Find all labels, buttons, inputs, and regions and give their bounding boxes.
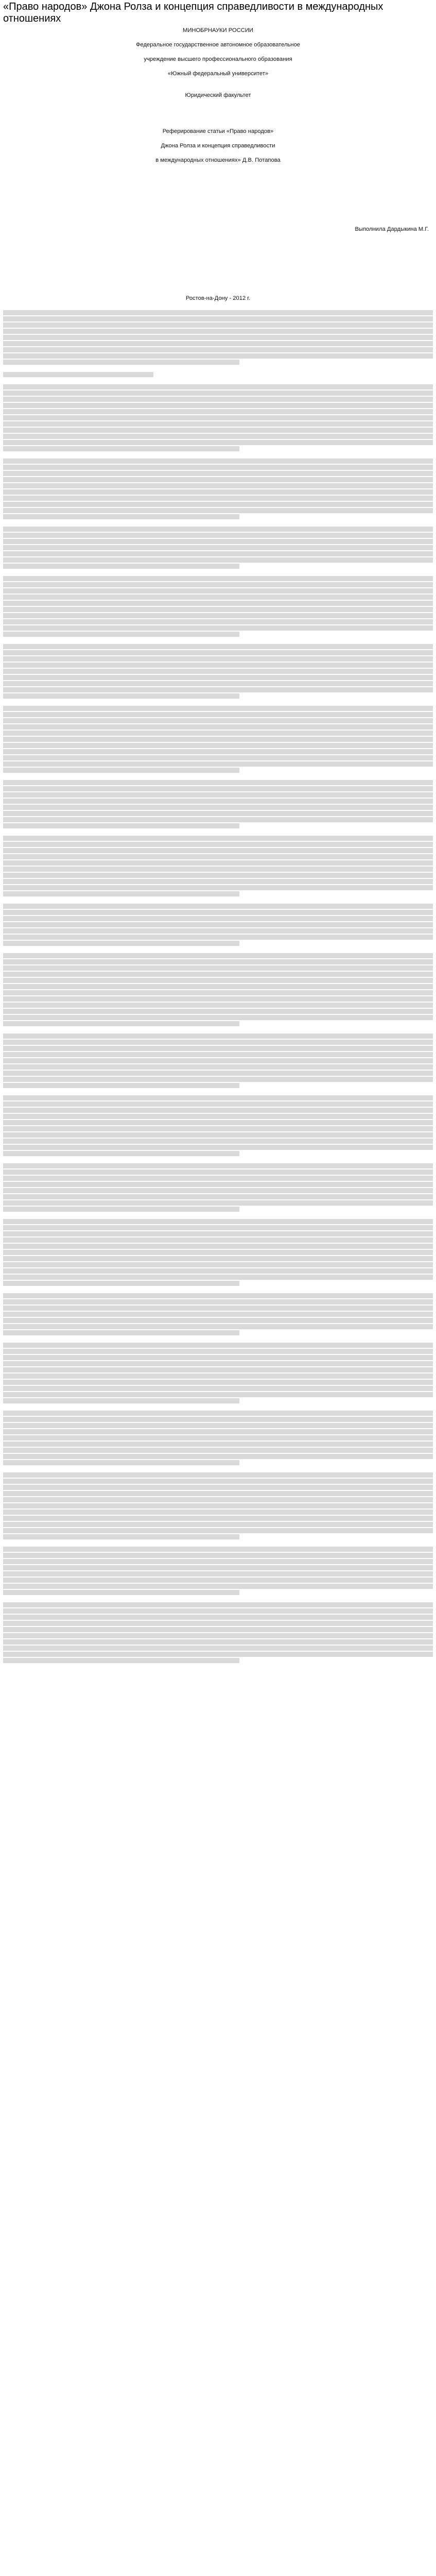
- spacer: [3, 84, 433, 92]
- abstract-title-line-2: Джона Ролза и концепция справедливости: [161, 143, 275, 149]
- city-year: Ростов-на-Дону - 2012 г.: [185, 295, 251, 301]
- paragraph-placeholder: [3, 1472, 433, 1539]
- spacer: [3, 34, 433, 41]
- paragraph-placeholder: [3, 1602, 433, 1663]
- paragraph-placeholder: [3, 1547, 433, 1595]
- spacer: [3, 135, 433, 142]
- paragraph-placeholder: [3, 904, 433, 946]
- paragraph-placeholder: [3, 1343, 433, 1403]
- spacer: [3, 149, 433, 157]
- paragraph-placeholder: [3, 1095, 433, 1156]
- author-label: Выполнила Дардыкина М.Г.: [355, 226, 429, 232]
- spacer: [3, 99, 433, 128]
- institution-line-3: «Южный федеральный университет»: [167, 71, 269, 77]
- paragraph-placeholder: [3, 836, 433, 896]
- paragraph-placeholder: [3, 1411, 433, 1465]
- institution-line-1: Федеральное государственное автономное образовательное: [135, 42, 301, 48]
- essay-body: [3, 310, 433, 1663]
- spacer: [3, 63, 433, 70]
- spacer: [3, 77, 433, 84]
- abstract-title-line-1: Реферирование статьи «Право народов»: [162, 128, 274, 134]
- paragraph-placeholder: [3, 1033, 433, 1088]
- document-page: [0, 1, 436, 2576]
- paragraph-placeholder: [3, 1293, 433, 1335]
- abstract-title-line-3: в международных отношениях» Д.В. Потапова: [155, 157, 281, 163]
- paragraph-placeholder: [3, 459, 433, 519]
- spacer: [3, 48, 433, 56]
- paragraph-placeholder: [3, 384, 433, 451]
- institution-line-2: учреждение высшего профессионального образования: [144, 56, 292, 62]
- paragraph-placeholder: [3, 780, 433, 828]
- faculty-label: Юридический факультет: [185, 92, 251, 98]
- paragraph-placeholder: [3, 706, 433, 773]
- paragraph-placeholder: [3, 576, 433, 637]
- paragraph-placeholder: [3, 310, 433, 365]
- spacer: [3, 233, 433, 295]
- spacer: [3, 164, 433, 226]
- ministry-label: МИНОБРНАУКИ РОССИИ: [183, 27, 253, 33]
- paragraph-placeholder: [3, 953, 433, 1026]
- paragraph-placeholder: [3, 644, 433, 699]
- paragraph-placeholder: [3, 1163, 433, 1212]
- spacer: [3, 302, 433, 309]
- paragraph-placeholder: [3, 1219, 433, 1286]
- paragraph-placeholder: [3, 527, 433, 569]
- paragraph-placeholder: [3, 372, 433, 377]
- document-title: «Право народов» Джона Ролза и концепция справедливости в международных отношениях: [3, 1, 383, 24]
